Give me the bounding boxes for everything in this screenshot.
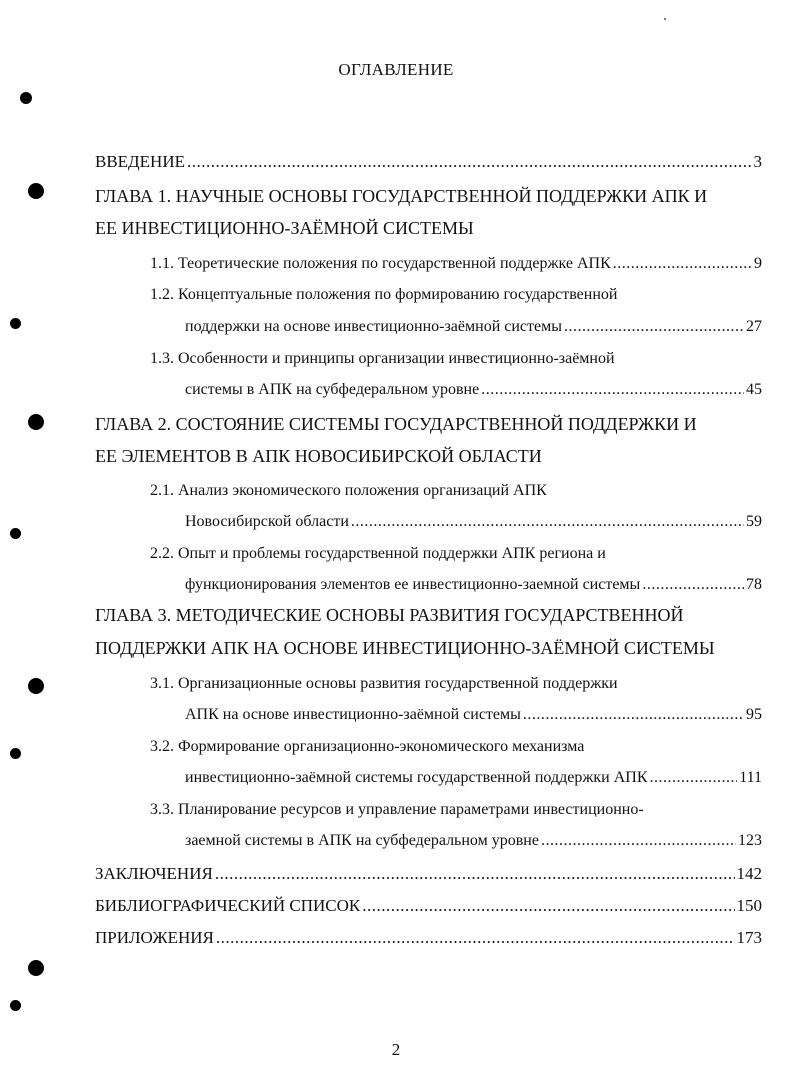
toc-page-number: 78 <box>746 576 762 593</box>
toc-page-number: 27 <box>746 318 762 335</box>
toc-section-title: функционирования элементов ее инвестиционно-заемной системы <box>185 576 641 593</box>
toc-page-number: 123 <box>738 832 762 849</box>
toc-page-number: 59 <box>746 513 762 530</box>
toc-entry-conclusion[interactable] <box>95 864 762 884</box>
toc-section-title: системы в АПК на субфедеральном уровне <box>185 381 480 398</box>
page-number: 2 <box>391 1040 401 1059</box>
dot-leader <box>187 152 752 172</box>
toc-section-title: инвестиционно-заёмной системы государственной поддержки АПК <box>185 769 648 786</box>
toc-entry-bibliography[interactable] <box>95 896 762 916</box>
dot-leader <box>541 832 736 850</box>
toc-page-number: 150 <box>736 896 762 915</box>
toc-page-number: 142 <box>736 864 762 883</box>
toc-entry-label: БИБЛИОГРАФИЧЕСКИЙ СПИСОК <box>95 896 361 915</box>
toc-section-title: заемной системы в АПК на субфедеральном уровне <box>185 832 539 849</box>
toc-entry-label: ЗАКЛЮЧЕНИЯ <box>95 864 213 883</box>
dot-leader <box>351 513 744 531</box>
toc-section-1-2-line-1[interactable]: 1.2. Концептуальные положения по формированию государственной <box>150 286 618 303</box>
dot-leader <box>362 896 734 916</box>
chapter-2-heading-line-2[interactable]: ЕЕ ЭЛЕМЕНТОВ В АПК НОВОСИБИРСКОЙ ОБЛАСТИ <box>95 446 542 466</box>
dot-leader <box>650 769 738 787</box>
toc-page-number: 173 <box>736 928 762 947</box>
dot-leader <box>613 255 752 273</box>
dot-leader <box>642 576 744 594</box>
chapter-1-heading-line-1[interactable]: ГЛАВА 1. НАУЧНЫЕ ОСНОВЫ ГОСУДАРСТВЕННОЙ ПОДДЕРЖКИ АПК И <box>95 186 708 206</box>
toc-section-title: Новосибирской области <box>185 513 349 530</box>
dot-leader <box>215 864 735 884</box>
toc-section-2-2[interactable] <box>185 576 762 594</box>
chapter-2-heading-line-1[interactable]: ГЛАВА 2. СОСТОЯНИЕ СИСТЕМЫ ГОСУДАРСТВЕННОЙ ПОДДЕРЖКИ И <box>95 414 697 434</box>
toc-section-1-3[interactable] <box>185 381 762 399</box>
toc-section-3-1[interactable] <box>185 706 762 724</box>
chapter-3-heading-line-1[interactable]: ГЛАВА 3. МЕТОДИЧЕСКИЕ ОСНОВЫ РАЗВИТИЯ ГОСУДАРСТВЕННОЙ <box>95 605 684 625</box>
dot-leader <box>216 928 735 948</box>
dot-leader <box>523 706 744 724</box>
toc-entry-label: ВВЕДЕНИЕ <box>95 152 185 171</box>
toc-section-3-3[interactable] <box>185 832 762 850</box>
dot-leader <box>564 318 744 336</box>
toc-page-number: 45 <box>746 381 762 398</box>
toc-entry-appendices[interactable] <box>95 928 762 948</box>
toc-section-title: АПК на основе инвестиционно-заёмной системы <box>185 706 521 723</box>
toc-page-number: 3 <box>753 152 762 171</box>
toc-section-1-1[interactable] <box>150 255 762 273</box>
toc-section-2-1[interactable] <box>185 513 762 531</box>
toc-section-3-1-line-1[interactable]: 3.1. Организационные основы развития государственной поддержки <box>150 675 618 692</box>
toc-page-number: 111 <box>739 769 762 786</box>
toc-section-3-2-line-1[interactable]: 3.2. Формирование организационно-экономического механизма <box>150 738 585 755</box>
chapter-3-heading-line-2[interactable]: ПОДДЕРЖКИ АПК НА ОСНОВЕ ИНВЕСТИЦИОННО-ЗАЁМНОЙ СИСТЕМЫ <box>95 638 715 658</box>
dot-leader <box>481 381 744 399</box>
toc-section-3-2[interactable] <box>185 769 762 787</box>
toc-section-2-1-line-1[interactable]: 2.1. Анализ экономического положения организаций АПК <box>150 482 547 499</box>
toc-page-number: 9 <box>754 255 762 272</box>
toc-section-2-2-line-1[interactable]: 2.2. Опыт и проблемы государственной поддержки АПК региона и <box>150 545 606 562</box>
toc-page-number: 95 <box>746 706 762 723</box>
toc-entry-introduction[interactable] <box>95 152 762 172</box>
toc-entry-label: ПРИЛОЖЕНИЯ <box>95 928 214 947</box>
toc-section-3-3-line-1[interactable]: 3.3. Планирование ресурсов и управление параметрами инвестиционно- <box>150 801 644 818</box>
toc-section-1-3-line-1[interactable]: 1.3. Особенности и принципы организации инвестиционно-заёмной <box>150 350 615 367</box>
toc-section-title: 1.1. Теоретические положения по государственной поддержке АПК <box>150 255 611 272</box>
chapter-1-heading-line-2[interactable]: ЕЕ ИНВЕСТИЦИОННО-ЗАЁМНОЙ СИСТЕМЫ <box>95 218 474 238</box>
toc-section-1-2[interactable] <box>185 318 762 336</box>
toc-section-title: поддержки на основе инвестиционно-заёмной системы <box>185 318 562 335</box>
page-title: ОГЛАВЛЕНИЕ <box>338 60 454 79</box>
